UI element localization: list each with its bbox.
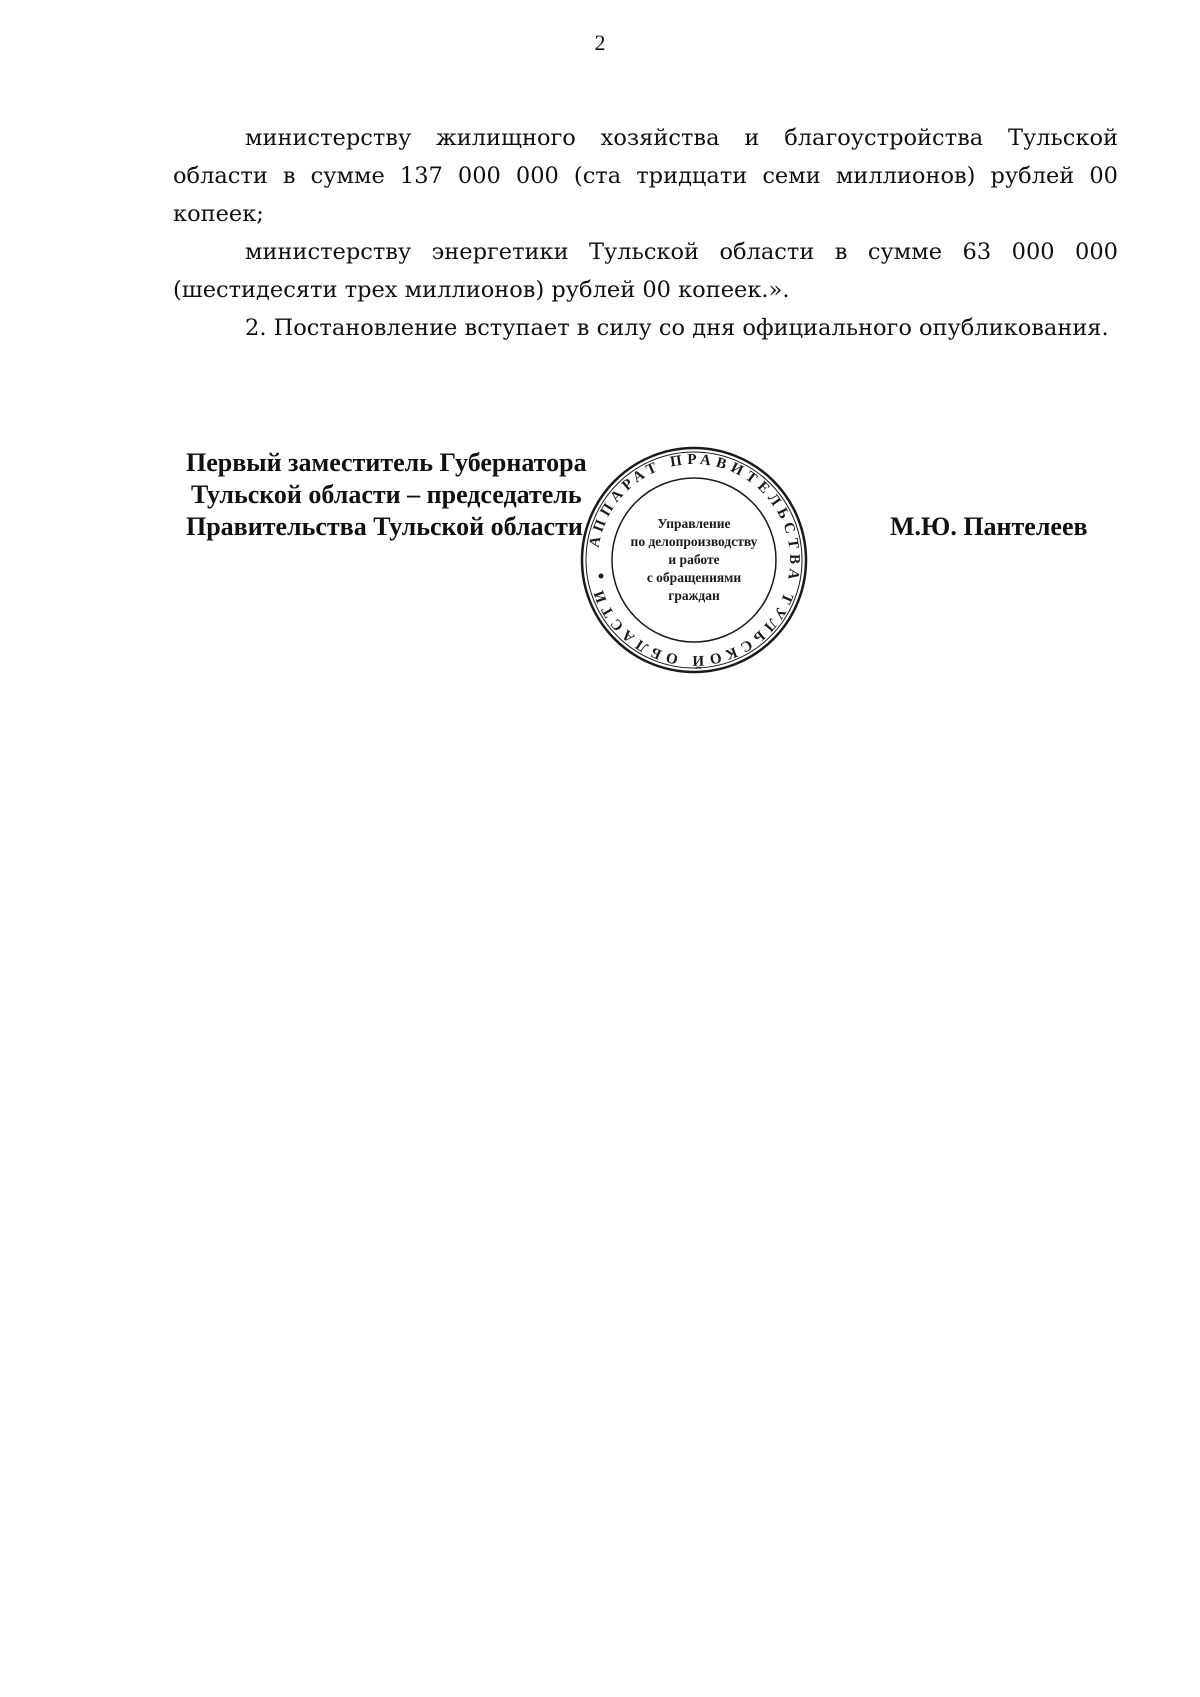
- signatory-name: М.Ю. Пантелеев: [890, 512, 1088, 541]
- seal-dot: [599, 574, 604, 579]
- seal-center-line: с обращениями: [646, 570, 742, 585]
- position-line: Тульской области – председатель: [191, 480, 582, 509]
- page-number: 2: [594, 30, 606, 55]
- paragraph-energy-ministry: министерству энергетики Тульской области в сумме 63 000 000 (шестидесяти трех миллионов) рублей 00 копеек.».: [173, 239, 1118, 303]
- position-line: Правительства Тульской области: [186, 512, 583, 541]
- paragraph-housing-ministry: министерству жилищного хозяйства и благоустройства Тульской области в сумме 137 000 000 (ста тридцати семи миллионов) рублей 00 копеек;: [173, 125, 1118, 227]
- seal-center-line: и работе: [668, 552, 720, 567]
- official-seal: [578, 444, 810, 676]
- seal-ring-text: АППАРАТ ПРАВИТЕЛЬСТВА ТУЛЬСКОЙ ОБЛАСТИ: [586, 451, 803, 669]
- paragraph-effective-date: 2. Постановление вступает в силу со дня официального опубликования.: [245, 315, 1109, 341]
- document-body: [173, 119, 1118, 347]
- seal-center-text: [631, 516, 758, 603]
- position-line: Первый заместитель Губернатора: [186, 448, 587, 477]
- seal-center-line: по делопроизводству: [630, 534, 758, 549]
- seal-center-line: граждан: [668, 588, 720, 603]
- seal-graphic: [578, 444, 810, 676]
- signatory-position: [186, 447, 587, 543]
- seal-center-line: Управление: [657, 516, 731, 531]
